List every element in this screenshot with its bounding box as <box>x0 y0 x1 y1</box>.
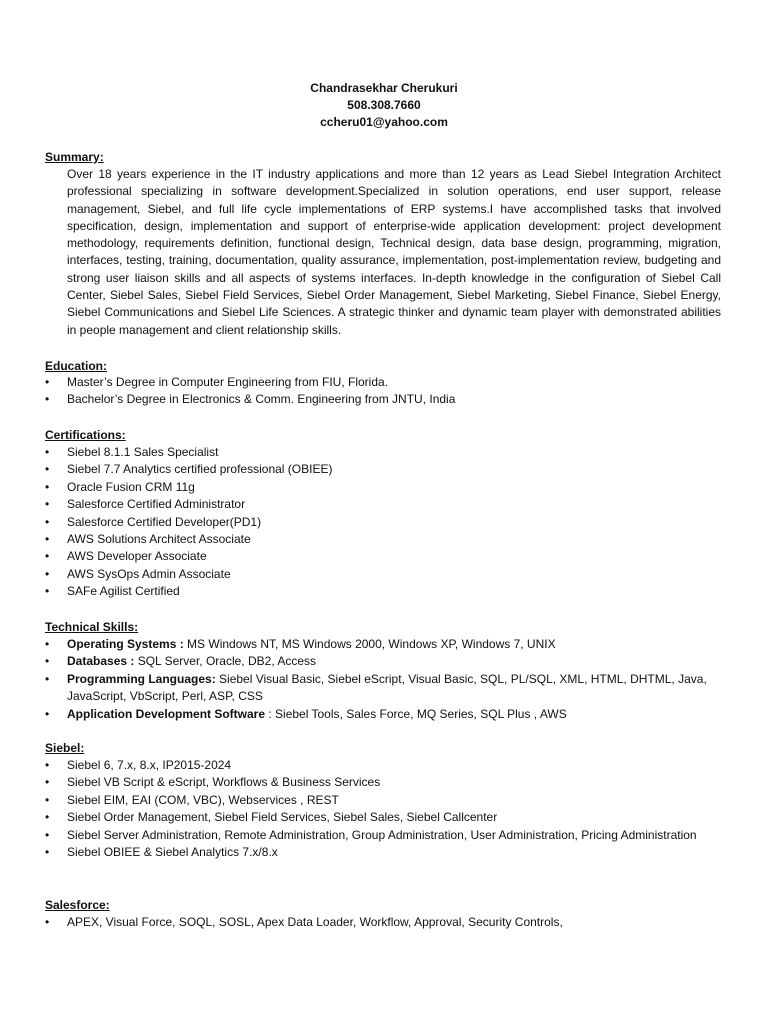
list-item: • Salesforce Certified Administrator <box>45 496 721 513</box>
bullet-icon: • <box>45 810 50 825</box>
list-item <box>45 653 721 670</box>
bullet-icon: • <box>45 479 50 494</box>
skill-label: Operating Systems : <box>67 637 184 651</box>
skill-text: : Siebel Tools, Sales Force, MQ Series, SQL Plus , AWS <box>265 706 567 721</box>
education-list <box>45 374 721 409</box>
bullet-icon: • <box>45 706 50 721</box>
skill-text: Siebel Visual Basic, Siebel eScript, Visual Basic, SQL, PL/SQL, XML, HTML, DHTML, Java, JavaScript, VbScript, Perl, ASP, CSS <box>67 671 707 704</box>
list-item: • Oracle Fusion CRM 11g <box>45 479 721 496</box>
siebel-heading: Siebel: <box>45 741 85 755</box>
bullet-icon: • <box>45 462 50 477</box>
list-item: • Siebel 8.1.1 Sales Specialist <box>45 444 721 461</box>
certifications-heading: Certifications: <box>45 428 126 442</box>
list-item: • Siebel 6, 7.x, 8.x, IP2015-2024 <box>45 757 721 774</box>
skill-text: SQL Server, Oracle, DB2, Access <box>134 654 316 669</box>
education-heading: Education: <box>45 359 107 373</box>
bullet-icon: • <box>45 584 50 599</box>
list-item: • Bachelor’s Degree in Electronics & Comm. Engineering from JNTU, India <box>45 391 721 408</box>
bullet-icon: • <box>45 671 50 686</box>
resume-header <box>0 80 768 131</box>
skill-label: Application Development Software <box>67 706 266 721</box>
list-item: • AWS Solutions Architect Associate <box>45 531 721 548</box>
salesforce-list <box>45 914 721 931</box>
bullet-icon: • <box>45 758 50 772</box>
candidate-email: ccheru01@yahoo.com <box>320 115 448 129</box>
bullet-icon: • <box>45 375 50 389</box>
summary-heading: Summary: <box>45 150 104 164</box>
technical-skills-list <box>45 636 721 723</box>
list-item: • Siebel EIM, EAI (COM, VBC), Webservices , REST <box>45 792 721 809</box>
list-item: • AWS Developer Associate <box>45 548 721 565</box>
technical-skills-heading: Technical Skills: <box>45 620 139 634</box>
list-item: • Master’s Degree in Computer Engineering from FIU, Florida. <box>45 374 721 391</box>
bullet-icon: • <box>45 514 50 529</box>
list-item: • Siebel 7.7 Analytics certified professional (OBIEE) <box>45 461 721 478</box>
bullet-icon: • <box>45 792 50 807</box>
candidate-name: Chandrasekhar Cherukuri <box>310 81 458 95</box>
list-item: • Siebel OBIEE & Siebel Analytics 7.x/8.x <box>45 844 721 861</box>
list-item <box>45 706 721 723</box>
list-item: • SAFe Agilist Certified <box>45 583 721 600</box>
siebel-list <box>45 757 721 861</box>
list-item: • Salesforce Certified Developer(PD1) <box>45 514 721 531</box>
bullet-icon: • <box>45 445 50 459</box>
list-item <box>45 636 721 653</box>
bullet-icon: • <box>45 775 50 790</box>
skill-label: Programming Languages: <box>67 671 216 686</box>
bullet-icon: • <box>45 637 50 651</box>
salesforce-heading: Salesforce: <box>45 898 110 912</box>
bullet-icon: • <box>45 827 50 842</box>
bullet-icon: • <box>45 532 50 547</box>
list-item: • APEX, Visual Force, SOQL, SOSL, Apex Data Loader, Workflow, Approval, Security Controls, <box>45 914 721 931</box>
bullet-icon: • <box>45 566 50 581</box>
list-item: • Siebel Server Administration, Remote Administration, Group Administration, User Administration, Pricing Administration <box>45 827 721 844</box>
list-item: • Siebel Order Management, Siebel Field Services, Siebel Sales, Siebel Callcenter <box>45 809 721 826</box>
skill-label: Databases : <box>67 654 135 669</box>
bullet-icon: • <box>45 392 50 407</box>
bullet-icon: • <box>45 915 50 929</box>
bullet-icon: • <box>45 497 50 512</box>
summary-text: Over 18 years experience in the IT industry applications and more than 12 years as Lead Siebel Integration Architect professional specializing in software development.Specialized in solution operations, end user support, release management, Siebel, and full life cycle implementations of ERP systems.I have accomplished tasks that involved specification, design, implementation and support of enterprise-wide application development: project development methodology, requirements definition, functional design, Technical design, data base design, programming, migration, interfaces, testing, training, documentation, quality assurance, implementation, post-implementation review, budgeting and strong user liaison skills and all aspects of systems interfaces. In-depth knowledge in the configuration of Siebel Call Center, Siebel Sales, Siebel Field Services, Siebel Order Management, Siebel Marketing, Siebel Finance, Siebel Energy, Siebel Communications and Siebel Life Sciences. A strategic thinker and dynamic team player with demonstrated abilities in people management and client relationship skills. <box>67 167 721 337</box>
skill-text: MS Windows NT, MS Windows 2000, Windows XP, Windows 7, UNIX <box>183 637 556 651</box>
list-item: • AWS SysOps Admin Associate <box>45 566 721 583</box>
certifications-list <box>45 444 721 601</box>
bullet-icon: • <box>45 654 50 669</box>
list-item <box>45 671 721 706</box>
candidate-phone: 508.308.7660 <box>347 98 421 112</box>
list-item: • Siebel VB Script & eScript, Workflows & Business Services <box>45 774 721 791</box>
bullet-icon: • <box>45 549 50 564</box>
bullet-icon: • <box>45 845 50 860</box>
